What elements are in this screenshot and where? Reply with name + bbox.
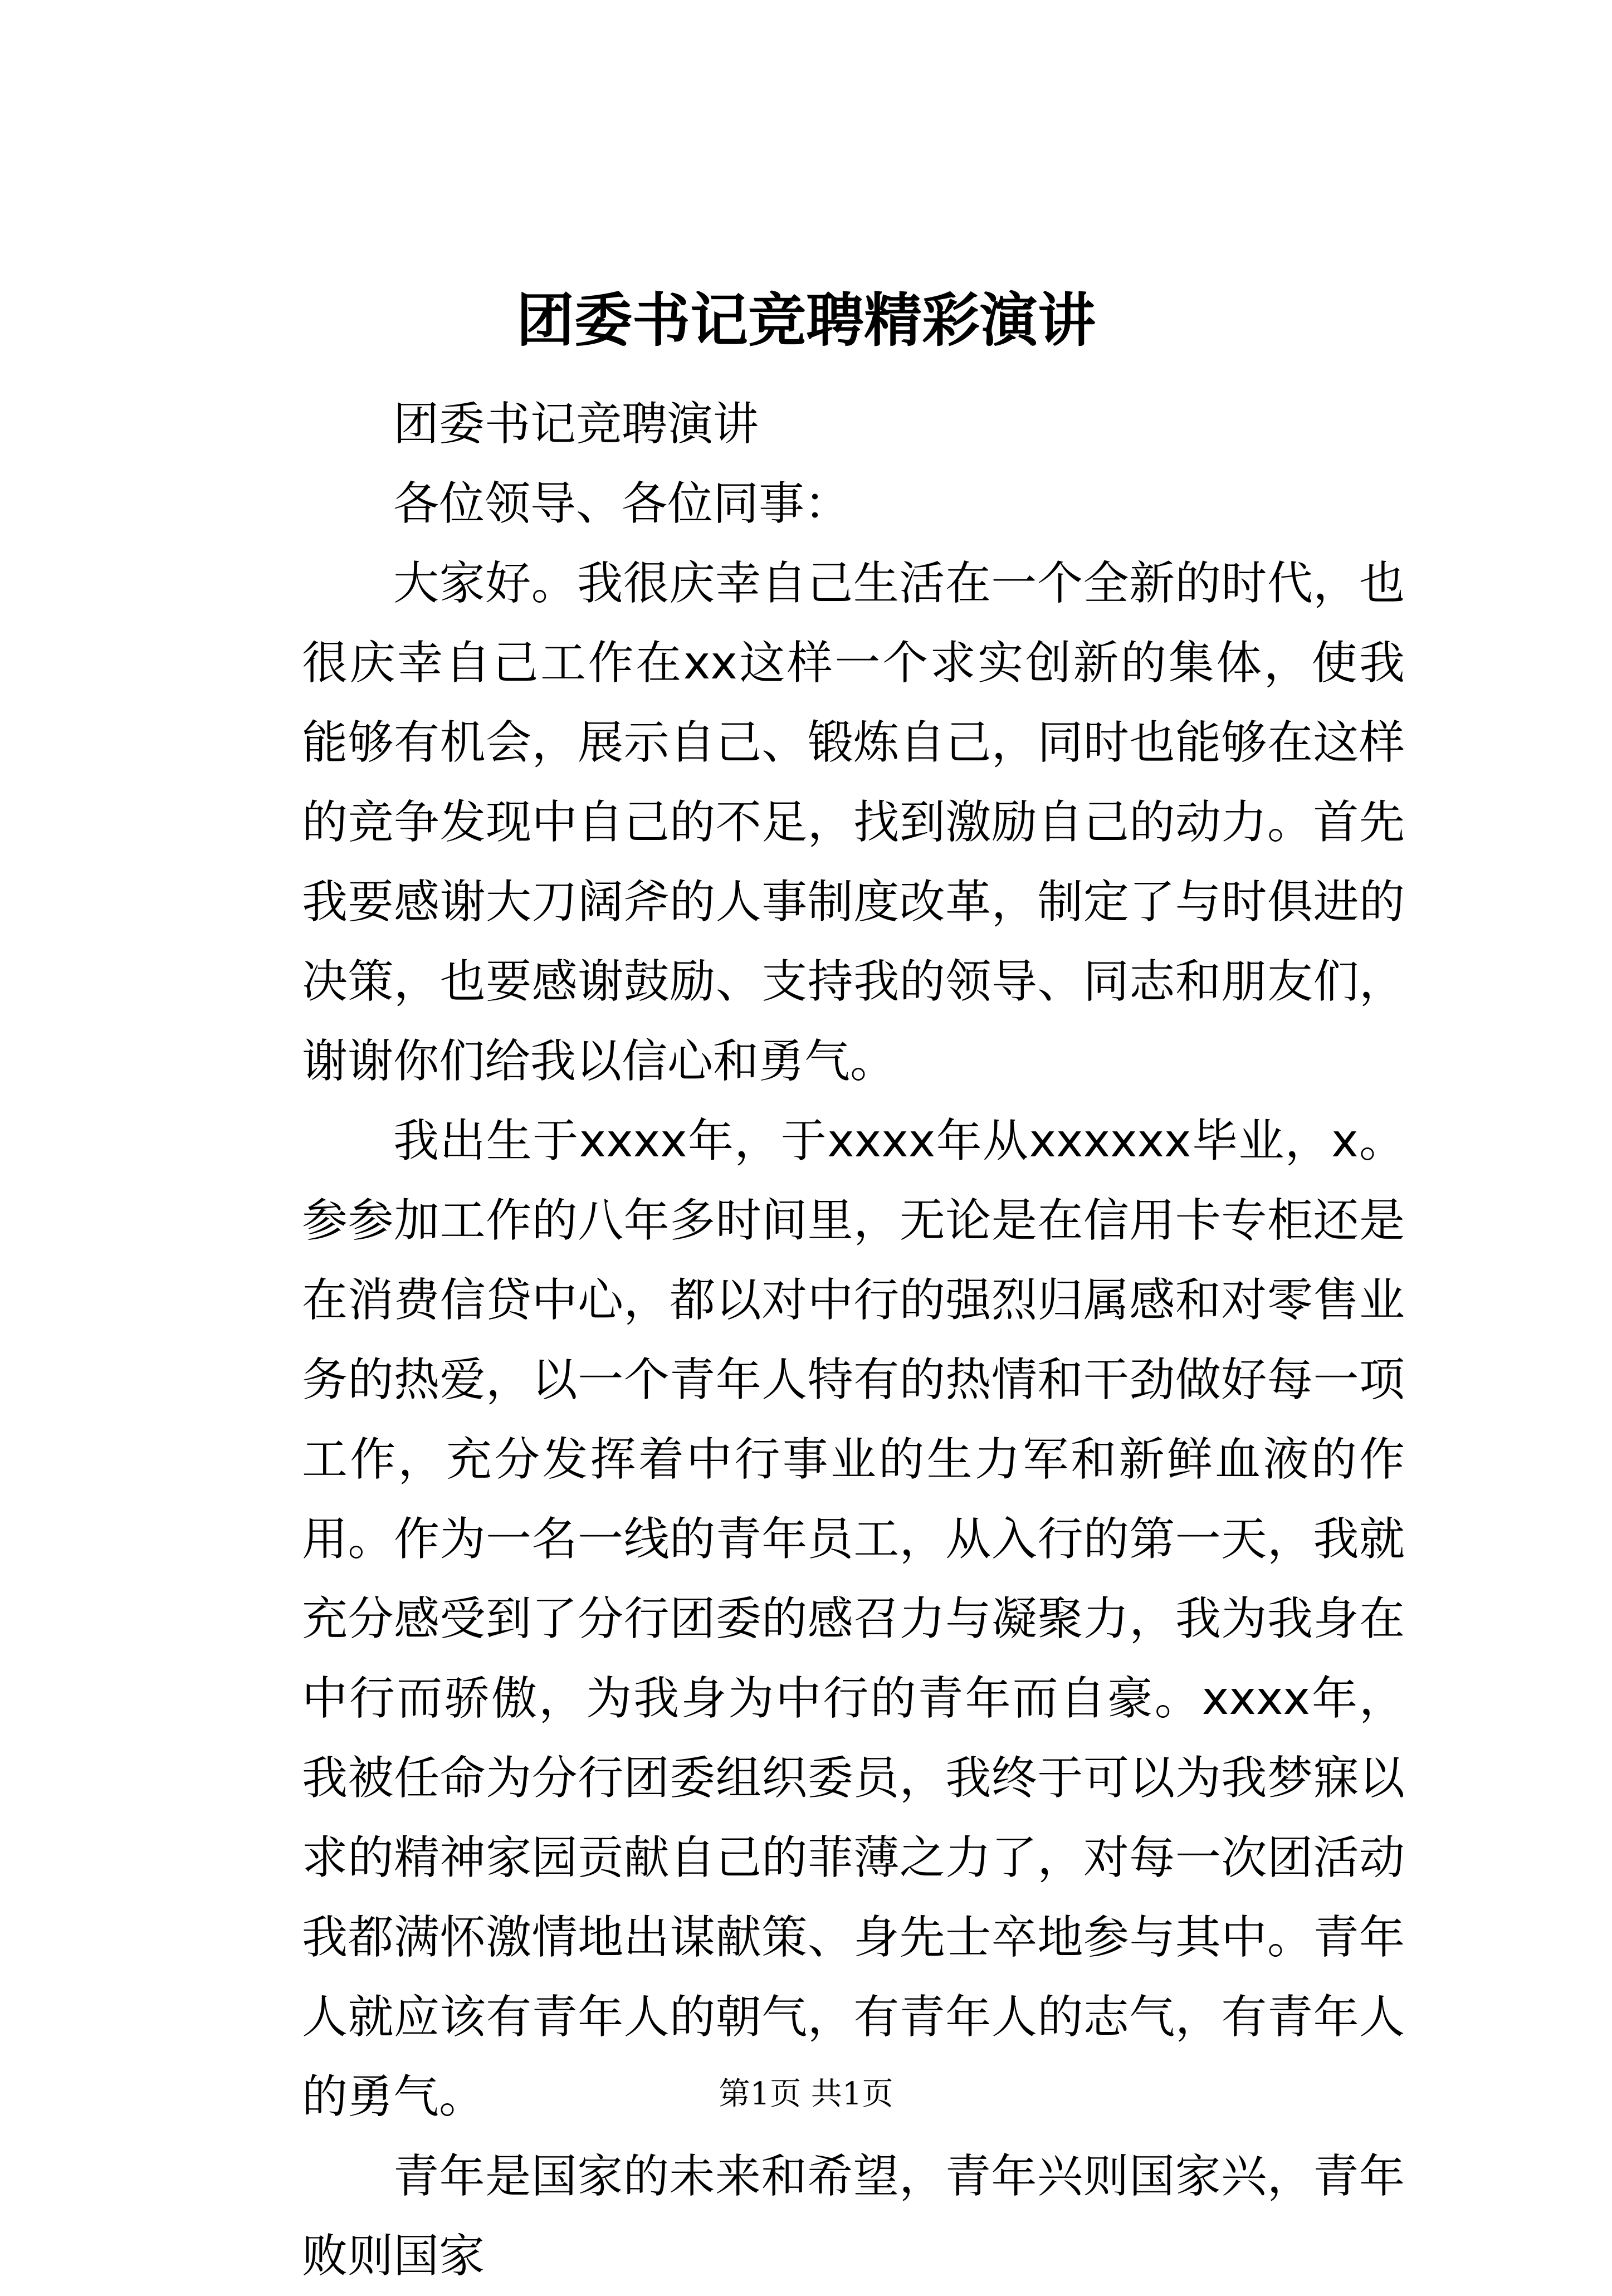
paragraph-greeting: 大家好。我很庆幸自己生活在一个全新的时代，也很庆幸自己工作在xx这样一个求实创新的集体，使我能够有机会，展示自己、锻炼自己，同时也能够在这样的竞争发现中自己的不足，找到激励自己的动力。首先我要感谢大刀阔斧的人事制度改革，制定了与时俱进的决策，也要感谢鼓励、支持我的领导、同志和朋友们，谢谢你们给我以信心和勇气。 (302, 557, 1405, 1088)
document-body (302, 384, 1405, 2296)
paragraph-salutation: 各位领导、各位同事： (393, 477, 851, 530)
paragraph-background: 我出生于xxxx年，于xxxx年从xxxxxx毕业，x。参参加工作的八年多时间里，无论是在信用卡专柜还是在消费信贷中心，都以对中行的强烈归属感和对零售业务的热爱，以一个青年人特有的热情和干劲做好每一项工作，充分发挥着中行事业的生力军和新鲜血液的作用。作为一名一线的青年员工，从入行的第一天，我就充分感受到了分行团委的感召力与凝聚力，我为我身在中行而骄傲，为我身为中行的青年而自豪。xxxx年，我被任命为分行团委组织委员，我终于可以为我梦寐以求的精神家园贡献自己的菲薄之力了，对每一次团活动我都满怀激情地出谋献策、身先士卒地参与其中。青年人就应该有青年人的朝气，有青年人的志气，有青年人的勇气。 (302, 1115, 1405, 2123)
paragraph-subtitle: 团委书记竞聘演讲 (393, 398, 759, 451)
paragraph-youth: 青年是国家的未来和希望，青年兴则国家兴，青年败则国家 (302, 2150, 1405, 2283)
document-title: 团委书记竞聘精彩演讲 (516, 286, 1096, 354)
page-footer: 第1页 共1页 (719, 2076, 893, 2112)
